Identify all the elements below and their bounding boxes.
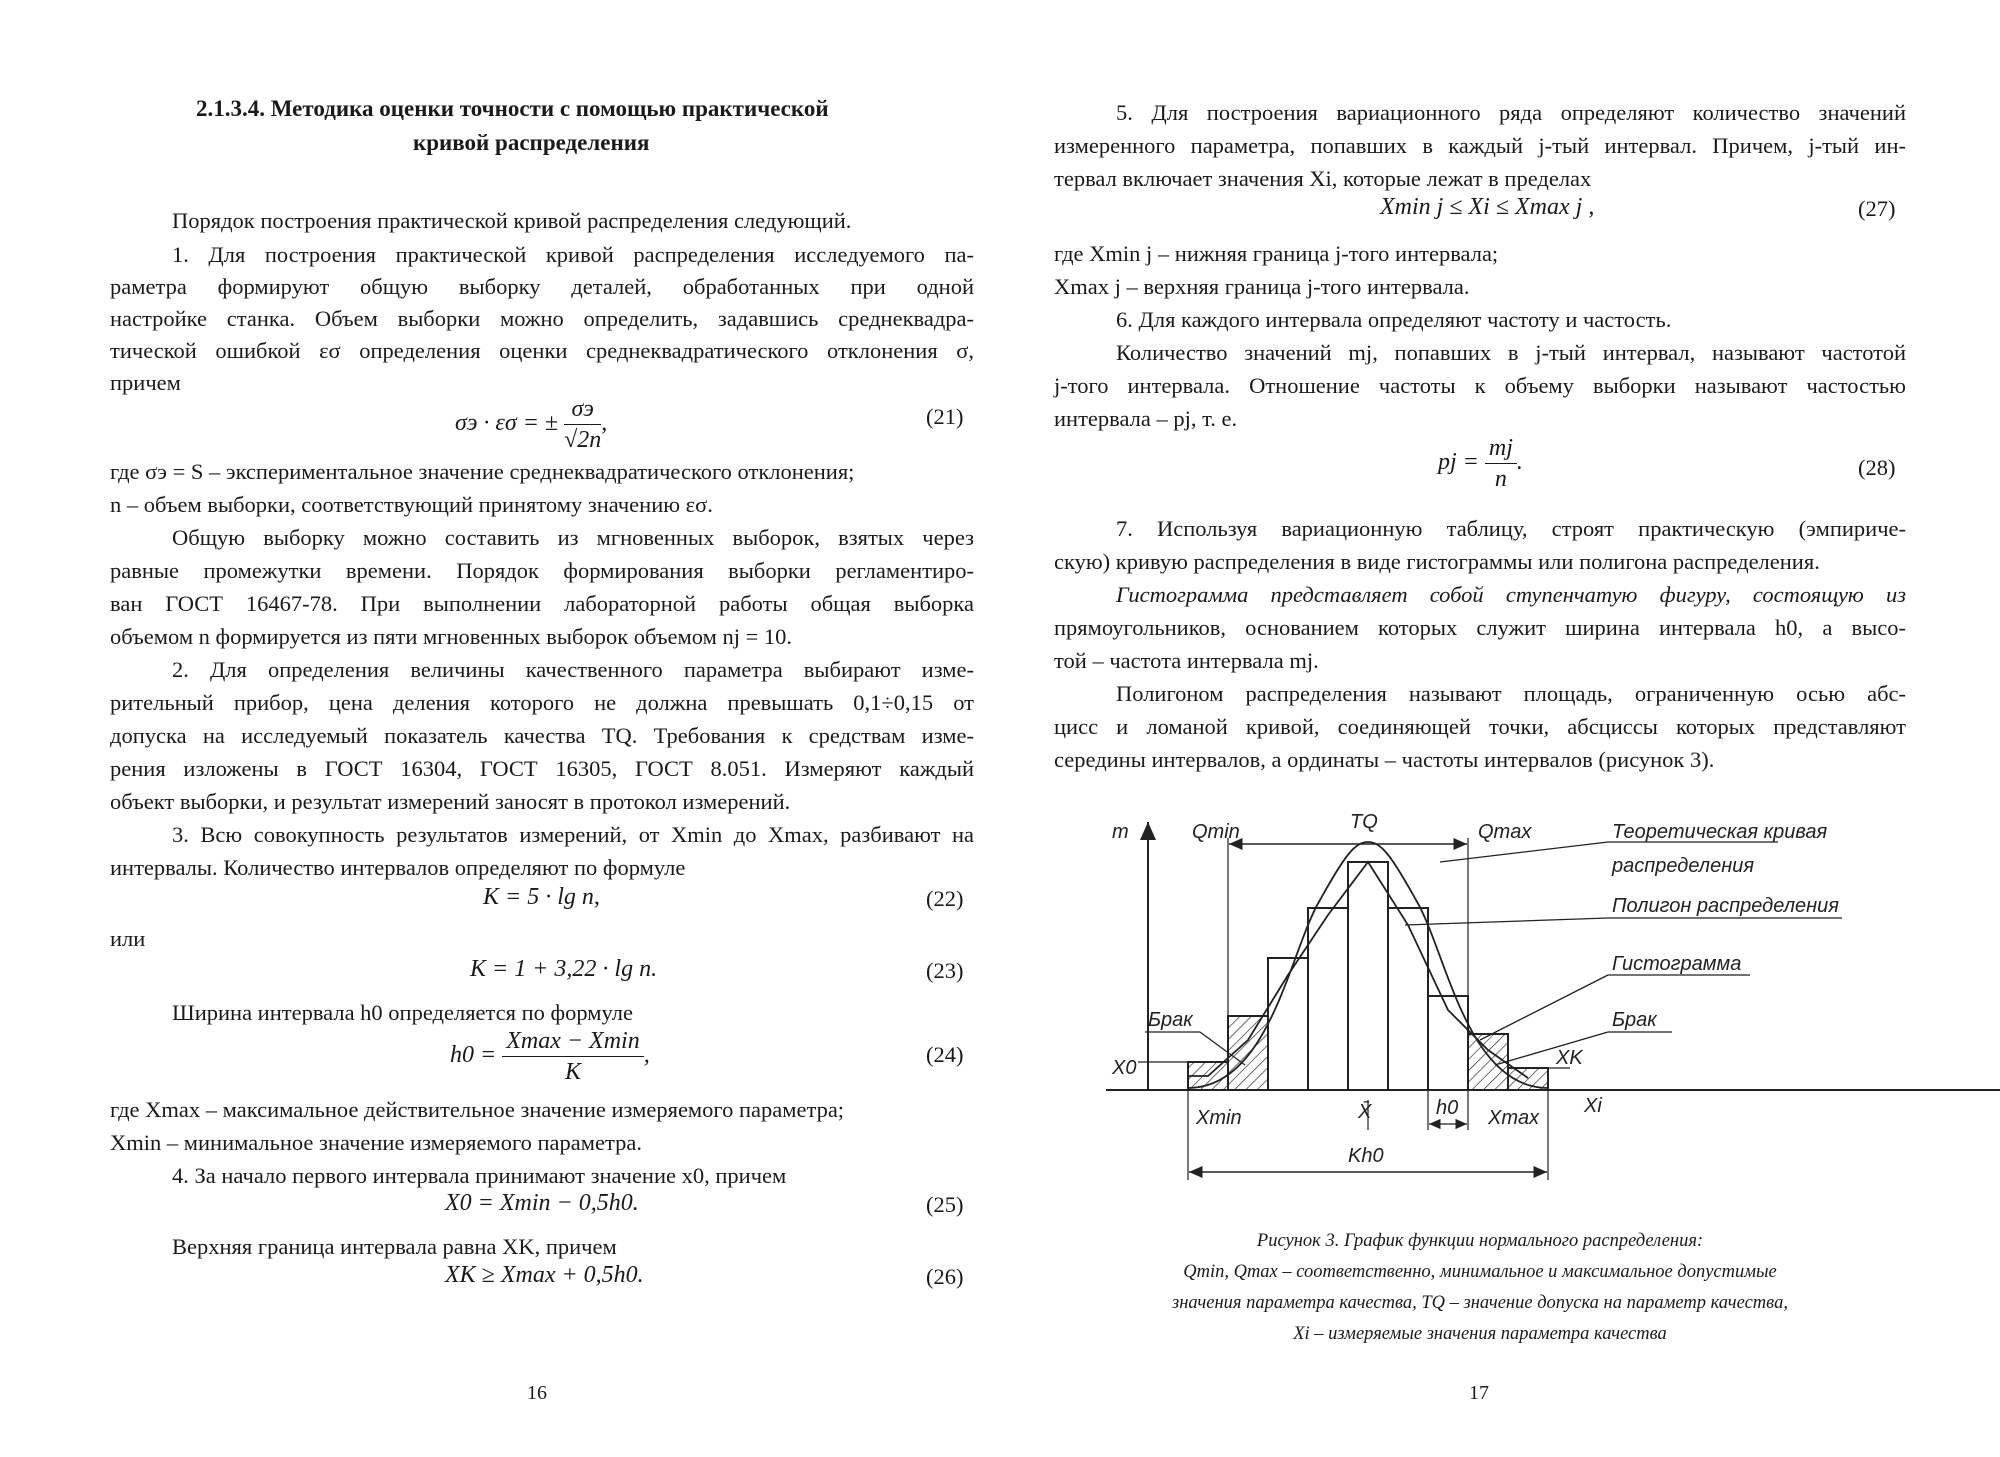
fig-label-xk: XK	[1556, 1047, 1583, 1069]
polygon-definition-line1: Полигоном распределения называют площадь, ограниченную осью абс-	[1116, 681, 1906, 706]
figure-caption-line2: Qmin, Qmax – соответственно, минимальное и максимальное допустимые	[1183, 1262, 1777, 1282]
paragraph-5-line2: измеренного параметра, попавших в каждый j-тый интервал. Причем, j-тый ин-	[1054, 133, 1906, 158]
paragraph-6b-line3: интервала – pj, т. е.	[1054, 406, 1238, 431]
paragraph-4: 4. За начало первого интервала принимают значение x0, причем	[172, 1163, 787, 1188]
equation-23-number: (23)	[926, 958, 964, 983]
equation-26: XK ≥ Xmax + 0,5h0.	[445, 1262, 644, 1288]
equation-25-number: (25)	[926, 1192, 964, 1217]
fig-label-reject-left: Брак	[1148, 1009, 1193, 1031]
paragraph-2-line5: объект выборки, и результат измерений заносят в протокол измерений.	[110, 789, 791, 814]
section-heading-line1: 2.1.3.4. Методика оценки точности с помощью практической	[196, 96, 829, 121]
fig-label-xbar: X̄	[1358, 1101, 1372, 1123]
paragraph-5-line3: тервал включает значения Xi, которые лежат в пределах	[1054, 166, 1592, 191]
paragraph-6b-line1: Количество значений mj, попавших в j-тый интервал, называют частотой	[1116, 340, 1906, 365]
where-2-line2: Xmin – минимальное значение измеряемого параметра.	[110, 1130, 642, 1155]
equation-22-number: (22)	[926, 886, 964, 911]
paragraph-7-line2: скую) кривую распределения в виде гистограммы или полигона распределения.	[1054, 549, 1820, 574]
where-3-line1: где Xmin j – нижняя граница j-того интервала;	[1054, 241, 1499, 266]
page-number-right: 17	[1469, 1382, 1489, 1404]
figure-caption-line3: значения параметра качества, TQ – значение допуска на параметр качества,	[1172, 1293, 1788, 1313]
paragraph-1-line2: раметра формируют общую выборку деталей, обработанных при одной	[110, 274, 974, 299]
fig-label-reject-right: Брак	[1612, 1009, 1657, 1031]
fig-label-qmax: Qmax	[1478, 821, 1532, 843]
equation-23: K = 1 + 3,22 · lg n.	[470, 956, 658, 982]
equation-28-number: (28)	[1858, 455, 1896, 480]
fig-label-xmax: Xmax	[1488, 1107, 1540, 1129]
paragraph-2-line1: 2. Для определения величины качественного параметра выбирают изме-	[172, 657, 974, 682]
paragraph-1-line3: настройке станка. Объем выборки можно определить, задавшись среднеквадра-	[110, 306, 974, 331]
paragraph-3-line2: интервалы. Количество интервалов определяют по формуле	[110, 855, 686, 880]
fig-label-kh0: Kh0	[1348, 1145, 1384, 1167]
paragraph-1-line5: причем	[110, 370, 181, 395]
polygon-definition-line2: цисс и ломаной кривой, соединяющей точки, абсциссы которых представляют	[1054, 714, 1906, 739]
fig-label-histogram: Гистограмма	[1612, 953, 1742, 975]
paragraph-1b-line1: Общую выборку можно составить из мгновенных выборок, взятых через	[172, 525, 974, 550]
fig-label-m: m	[1112, 821, 1129, 843]
fig-label-theoretical-2: распределения	[1612, 855, 1755, 877]
where-1-line2: n – объем выборки, соответствующий принятому значению εσ.	[110, 492, 713, 517]
equation-21: σэ · εσ = ± $\frac{\sigma э}{√2n}$ ,	[455, 396, 608, 453]
paragraph-7-line1: 7. Используя вариационную таблицу, строят практическую (эмпириче-	[1116, 516, 1906, 541]
equation-24-number: (24)	[926, 1042, 964, 1067]
section-heading-line2: кривой распределения	[413, 130, 650, 155]
fig-label-xmin: Xmin	[1196, 1107, 1242, 1129]
paragraph-1b-line3: ван ГОСТ 16467-78. При выполнении лабораторной работы общая выборка	[110, 591, 974, 616]
paragraph-1b-line4: объемом n формируется из пяти мгновенных выборок объемом nj = 10.	[110, 624, 793, 649]
paragraph-1-line4: тической ошибкой εσ определения оценки среднеквадратического отклонения σ,	[110, 338, 974, 363]
paragraph-3-line1: 3. Всю совокупность результатов измерений, от Xmin до Xmax, разбивают на	[172, 822, 974, 847]
equation-26-number: (26)	[926, 1264, 964, 1289]
figure-caption-line1: Рисунок 3. График функции нормального распределения:	[1256, 1231, 1704, 1251]
paragraph-1-line1: 1. Для построения практической кривой распределения исследуемого па-	[172, 242, 974, 267]
page-number-left: 16	[527, 1382, 547, 1404]
figure-caption-line4: Xi – измеряемые значения параметра качества	[1293, 1324, 1667, 1344]
histogram-bar-6	[1388, 908, 1428, 1090]
equation-22: K = 5 · lg n,	[483, 884, 600, 910]
histogram-definition-line3: той – частота интервала mj.	[1054, 648, 1319, 673]
polygon-definition-line3: середины интервалов, а ординаты – частоты интервалов (рисунок 3).	[1054, 747, 1715, 772]
paragraph-5-line1: 5. Для построения вариационного ряда определяют количество значений	[1116, 100, 1906, 125]
fig-label-h0: h0	[1436, 1097, 1459, 1119]
histogram-bar-5	[1348, 862, 1388, 1090]
paragraph-2-line3: допуска на исследуемый показатель качества TQ. Требования к средствам изме-	[110, 723, 974, 748]
fig-label-qmin: Qmin	[1192, 821, 1240, 843]
right-page	[1000, 0, 2000, 1457]
paragraph-6b-line2: j-того интервала. Отношение частоты к объему выборки называют частостью	[1054, 373, 1906, 398]
intro-paragraph: Порядок построения практической кривой распределения следующий.	[172, 208, 852, 233]
equation-27: Xmin j ≤ Xi ≤ Xmax j ,	[1380, 194, 1595, 220]
fig-label-polygon: Полигон распределения	[1612, 895, 1839, 917]
paragraph-1b-line2: равные промежутки времени. Порядок формирования выборки регламентиро-	[110, 558, 974, 583]
equation-24: h0 = $\frac{Xmax - Xmin}{K}$ ,	[450, 1028, 650, 1085]
equation-25: X0 = Xmin − 0,5h0.	[445, 1190, 639, 1216]
fig-label-tq: TQ	[1350, 811, 1378, 833]
fig-label-xi: Xi	[1584, 1095, 1602, 1117]
histogram-definition-line2: прямоугольников, основанием которых служит ширина интервала h0, а высо-	[1054, 615, 1906, 640]
where-3-line2: Xmax j – верхняя граница j-того интервала.	[1054, 274, 1470, 299]
fig-label-theoretical-1: Теоретическая кривая	[1612, 821, 1828, 843]
fig-label-x0: X0	[1112, 1057, 1137, 1079]
or-word: или	[110, 926, 146, 951]
histogram-bar-8	[1468, 1034, 1508, 1090]
where-1-line1: где σэ = S – экспериментальное значение среднеквадратического отклонения;	[110, 459, 855, 484]
where-2-line1: где Xmax – максимальное действительное значение измеряемого параметра;	[110, 1097, 845, 1122]
paragraph-2-line4: рения изложены в ГОСТ 16304, ГОСТ 16305, ГОСТ 8.051. Измеряют каждый	[110, 756, 974, 781]
paragraph-2-line2: рительный прибор, цена деления которого не должна превышать 0,1÷0,15 от	[110, 690, 974, 715]
upper-bound-text: Верхняя граница интервала равна XK, причем	[172, 1234, 617, 1259]
histogram-definition-line1: Гистограмма представляет собой ступенчатую фигуру, состоящую из	[1116, 582, 1906, 607]
interval-width-text: Ширина интервала h0 определяется по формуле	[172, 1000, 633, 1025]
equation-28: pj = $\frac{mj}{n}$ .	[1438, 435, 1523, 492]
paragraph-6: 6. Для каждого интервала определяют частоту и частость.	[1116, 307, 1672, 332]
equation-21-number: (21)	[926, 404, 964, 429]
equation-27-number: (27)	[1858, 196, 1896, 221]
